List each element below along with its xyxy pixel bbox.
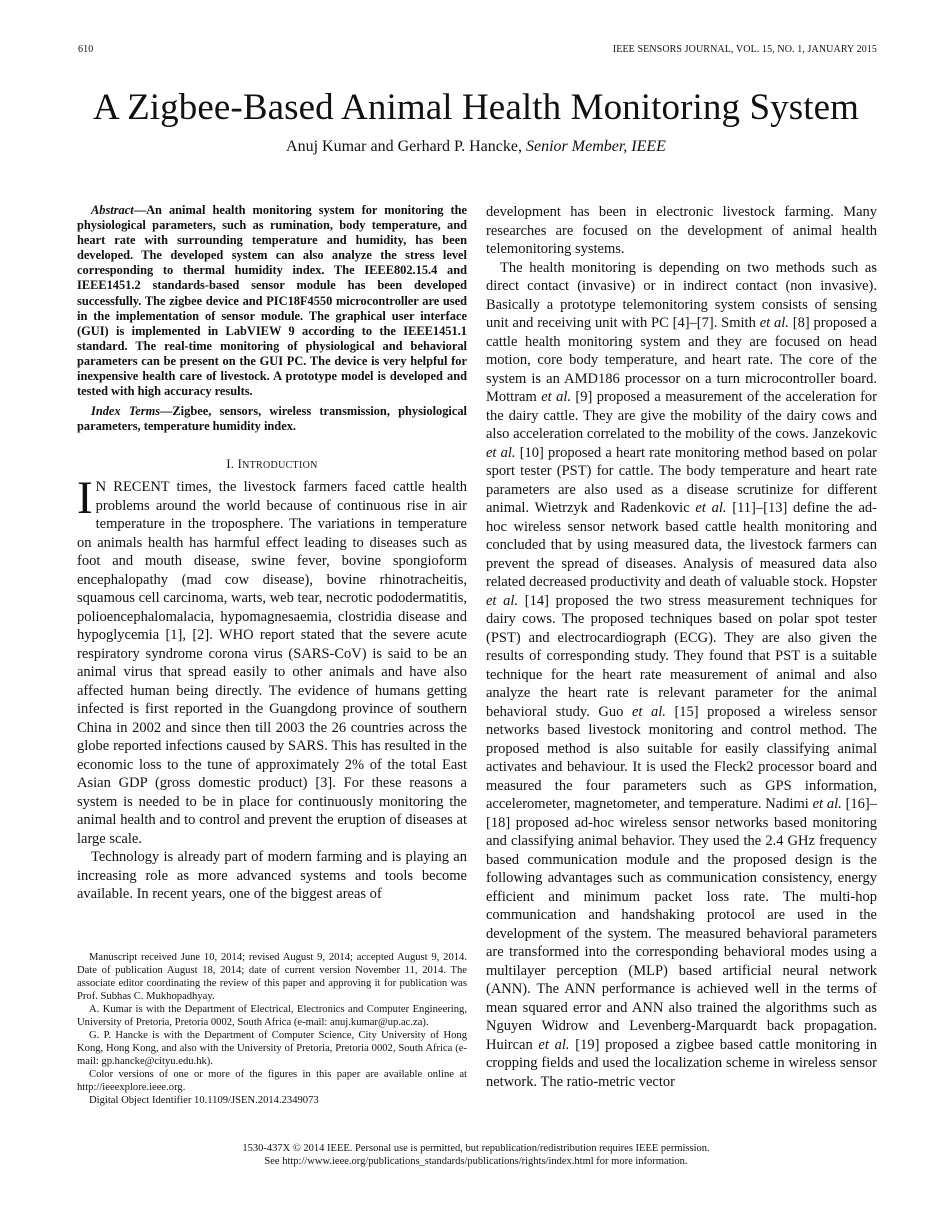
- abstract: Abstract—An animal health monitoring system for monitoring the physiological parameters, such as rumination, body temperature, and heart rate with surrounding temperature and humidity, has been developed. The developed system can also analyze the stress level corresponding to thermal humidity index. The IEEE802.15.4 and IEEE1451.2 standards-based sensor module has been developed successfully. The zigbee device and PIC18F4550 microcontroller are used in the implementation of sensor module. The graphical user interface (GUI) is implemented in LabVIEW 9 according to the IEEE1451.1 standard. The real-time monitoring of physiological and behavioral parameters can be present on the GUI PC. The device is very helpful for inexpensive health care of livestock. A prototype model is developed and tested with high accuracy results.: [77, 203, 467, 399]
- index-terms: Index Terms—Zigbee, sensors, wireless transmission, physiological parameters, temperature humidity index.: [77, 404, 467, 434]
- paper-title: A Zigbee-Based Animal Health Monitoring System: [92, 87, 860, 128]
- intro-paragraph-2: Technology is already part of modern farming and is playing an increasing role as more advanced systems and tools become available. In recent years, one of the biggest areas of: [77, 849, 467, 903]
- abstract-text: An animal health monitoring system for monitoring the physiological parameters, such as rumination, body temperature, and heart rate with surrounding temperature and humidity, has been developed. The developed system can also analyze the stress level corresponding to thermal humidity index. The IEEE802.15.4 and IEEE1451.2 standards-based sensor module has been developed successfully. The zigbee device and PIC18F4550 microcontroller are used in the implementation of sensor module. The graphical user interface (GUI) is implemented in LabVIEW 9 according to the IEEE1451.1 standard. The real-time monitoring of physiological and behavioral parameters can be present on the GUI PC. The device is very helpful for inexpensive health care of livestock. A prototype model is developed and tested with high accuracy results.: [77, 203, 467, 399]
- drop-cap: I: [77, 472, 93, 525]
- footnote-manuscript: Manuscript received June 10, 2014; revised August 9, 2014; accepted August 9, 2014. Date of publication August 18, 2014; date of current version November 11, 2014. The associate editor coordinating the review of this paper and approving it for publication was Prof. Subhas C. Mukhopadhyay.: [77, 952, 467, 1002]
- index-terms-text: Zigbee, sensors, wireless transmission, physiological parameters, temperature humidity index.: [77, 404, 467, 434]
- right-column: [486, 203, 877, 1091]
- author-names: Anuj Kumar and Gerhard P. Hancke,: [286, 138, 522, 155]
- copyright-line: 1530-437X © 2014 IEEE. Personal use is permitted, but republication/redistribution requires IEEE permission.: [242, 1143, 710, 1154]
- footnote-doi: Digital Object Identifier 10.1109/JSEN.2014.2349073: [89, 1095, 319, 1106]
- footnote-author-hancke: G. P. Hancke is with the Department of Computer Science, City University of Hong Kong, Hong Kong, and also with the University of Pretoria, Pretoria 0002, South Africa (e-mail: gp.hancke@cityu.edu.hk).: [77, 1030, 467, 1067]
- index-terms-label: Index Terms: [91, 404, 161, 419]
- body-paragraph-health-monitoring: The health monitoring is depending on two methods such as direct contact (invasive) or in indirect contact (non invasive). Basically a prototype telemonitoring system consists of sensing unit and receiving unit with PC [4]–[7]. Smith et al. [8] proposed a cattle health monitoring system and they are focused on head motion, core body temperature, and heart rate. The core of the system is an AMD186 processor on a turn microcontroller board. Mottram et al. [9] proposed a measurement of the acceleration for the dairy cattle. They are give the mobility of the dairy cows and also acceleration correlated to the mobility of the cows. Janzekovic et al. [10] proposed a heart rate monitoring method based on polar sport tester (PST) for cattle. The body temperature and heart rate parameters are also used as a disease scrutinize for different animal. Wietrzyk and Radenkovic et al. [11]–[13] define the ad-hoc wireless sensor network based cattle health monitoring and concluded that by using measured data, the livestock farmers can prevent the spread of diseases. Analysis of measured data also related decreased productivity and death of valuable stock. Hopster et al. [14] proposed the two stress measurement techniques for dairy cows. The proposed techniques based on polar spot tester (PST) and electrocardiograph (ECG). They are also given the results of corresponding study. They found that PST is a suitable technique for the heart rate measurement of animal and also analyze the heart rate is relevant parameter for the animal behavioral study. Guo et al. [15] proposed a wireless sensor networks based livestock monitoring and control method. The proposed method is also suitable for easily classifying animal activates and behaviour. It is used the Fleck2 processor board and measured the four parameters such as GPS information, accelerometer, magnetometer, and temperature. Nadimi et al. [16]–[18] proposed ad-hoc wireless sensor networks based monitoring and classifying animal behavior. They used the 2.4 GHz frequency based communication module and the proposed design is the following advantages such as communication consistency, energy efficient and minimum packet loss rate. The multi-hop communication and handshaking protocol are used in the development of the system. The measured behavioral parameters are transformed into the corresponding behavioral modes using a multilayer perception (MLP) based artificial neural network (ANN). The ANN performance is achieved well in the terms of mean squared error and ANN also trained the algorithms such as Nguyen Widrow and Levenberg-Marquardt back propagation. Huircan et al. [19] proposed a zigbee based cattle monitoring in cropping fields and used the localization scheme in wireless sensor network. The ratio-metric vector: [486, 259, 878, 1090]
- author-role: Senior Member, IEEE: [525, 138, 666, 155]
- section-heading-introduction: I. INTRODUCTION: [226, 457, 318, 472]
- left-column: [77, 203, 467, 904]
- footnotes: [77, 951, 467, 1107]
- journal-info: IEEE SENSORS JOURNAL, VOL. 15, NO. 1, JANUARY 2015: [612, 44, 877, 55]
- author-line: [0, 138, 952, 156]
- running-header: [78, 44, 877, 58]
- intro-paragraph-1: I N RECENT times, the livestock farmers faced cattle health problems around the world because of continuous rise in air temperature in the troposphere. The variations in temperature on animals health has harmful effect leading to diseases such as foot and mouth disease, swine fever, bovine spongioform encephalopathy (mad cow disease), bovine rhinotracheitis, squamous cell carcinoma, warts, web tear, necrotic pododermatitis, polioencephalomalacia, hypomagnesaemia, clostridia disease and hypoglycemia [1], [2]. WHO report stated that the severe acute respiratory syndrome corona virus (SARS-CoV) is said to be an animal virus that spread easily to other animals and have also affected human being directly. The evidence of humans getting infected is first reported in the Guangdong province of southern China in 2002 and since then till 2003 the 26 countries across the globe reported infections caused by SARS. This has resulted in the economic loss to the tune of approximately 2% of the total East Asian GDP (gross domestic product) [3]. For these reasons a system is needed to be in place for continuously monitoring the animal health and to control and prevent the eruption of diseases at large scale.: [77, 472, 467, 847]
- footnote-color-versions: Color versions of one or more of the figures in this paper are available online at http://ieeexplore.ieee.org.: [77, 1069, 467, 1093]
- abstract-label: Abstract: [91, 203, 134, 217]
- page-number: 610: [78, 44, 94, 55]
- rights-url-line: See http://www.ieee.org/publications_standards/publications/rights/index.html for more information.: [264, 1156, 688, 1167]
- body-paragraph-continued: development has been in electronic livestock farming. Many researches are focused on the development of animal health telemonitoring systems.: [486, 204, 877, 257]
- copyright-footer: [0, 1142, 952, 1168]
- footnote-author-kumar: A. Kumar is with the Department of Electrical, Electronics and Computer Engineering, University of Pretoria, Pretoria 0002, South Africa (e-mail: anuj.kumar@up.ac.za).: [77, 1004, 467, 1028]
